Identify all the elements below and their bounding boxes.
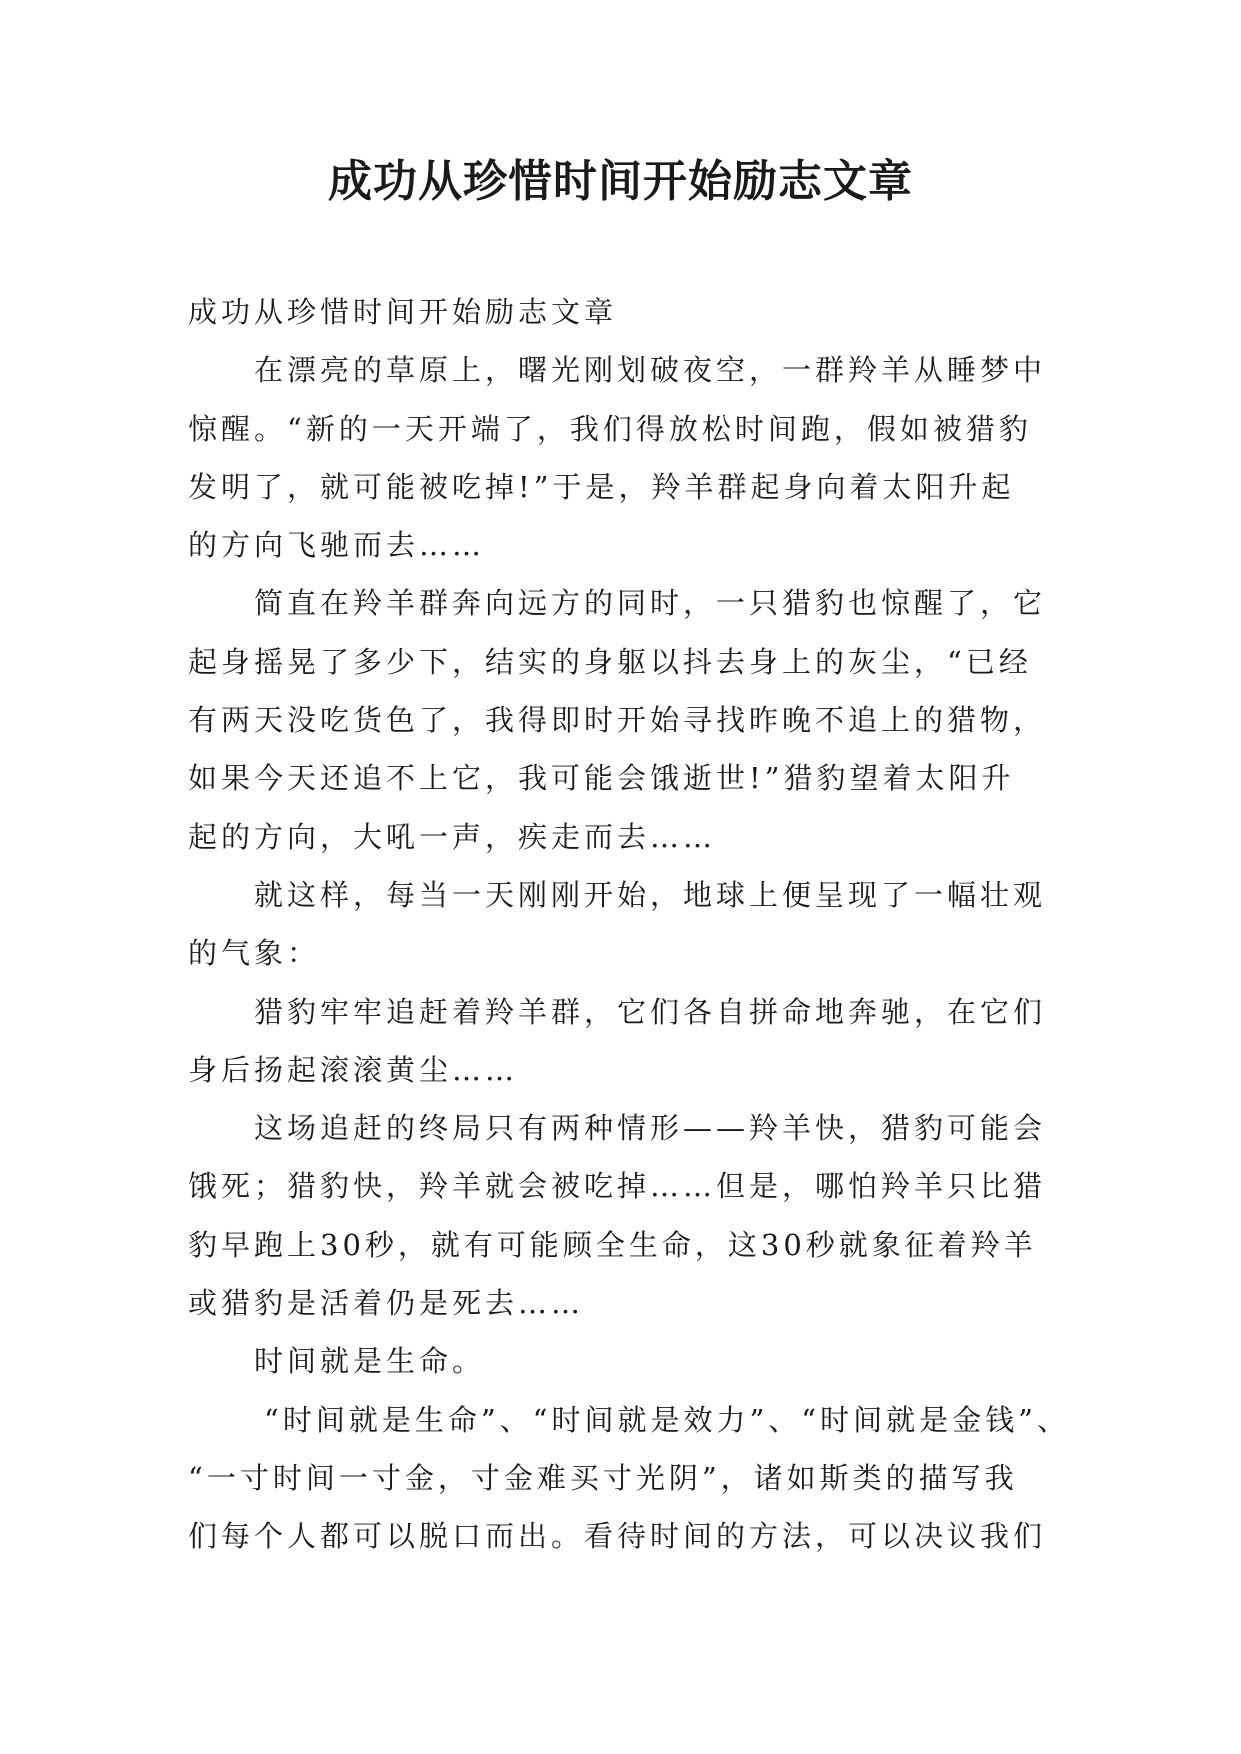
paragraph-line: “时间就是生命”、“时间就是效力”、“时间就是金钱”、	[264, 1402, 1070, 1437]
paragraph-line: “一寸时间一寸金，寸金难买寸光阴”，诸如斯类的描写我	[188, 1460, 1018, 1495]
document-body	[188, 283, 1068, 1566]
paragraph-line: 猎豹牢牢追赶着羚羊群，它们各自拼命地奔驰，在它们	[254, 994, 1047, 1029]
paragraph-line: 有两天没吃货色了，我得即时开始寻找昨晚不追上的猎物，	[188, 703, 1047, 738]
paragraph-line: 豹早跑上30秒，就有可能顾全生命，这30秒就象征着羚羊	[188, 1227, 1037, 1262]
paragraph-line: 在漂亮的草原上，曙光刚划破夜空，一群羚羊从睡梦中	[254, 353, 1047, 388]
paragraph-line: 时间就是生命。	[254, 1344, 486, 1379]
body-subtitle: 成功从珍惜时间开始励志文章	[188, 295, 618, 329]
paragraph-line: 起的方向，大吼一声，疾走而去……	[188, 819, 717, 854]
paragraph-line: 发明了，就可能被吃掉!”于是，羚羊群起身向着太阳升起	[188, 469, 1015, 504]
paragraph-line: 身后扬起滚滚黄尘……	[188, 1052, 519, 1087]
paragraph-line: 就这样，每当一天刚刚开始，地球上便呈现了一幅壮观	[254, 877, 1047, 912]
paragraph-line: 如果今天还追不上它，我可能会饿逝世!”猎豹望着太阳升	[188, 761, 1015, 796]
paragraph-line: 惊醒。“新的一天开端了，我们得放松时间跑，假如被猎豹	[188, 411, 1032, 446]
paragraph-line: 或猎豹是活着仍是死去……	[188, 1286, 585, 1321]
paragraph-line: 起身摇晃了多少下，结实的身躯以抖去身上的灰尘，“已经	[188, 644, 1032, 679]
paragraph-line: 这场追赶的终局只有两种情形——羚羊快，猎豹可能会	[254, 1111, 1047, 1146]
paragraph-line: 的气象：	[188, 936, 321, 971]
paragraph-line: 饿死；猎豹快，羚羊就会被吃掉……但是，哪怕羚羊只比猎	[188, 1169, 1047, 1204]
paragraph-line: 简直在羚羊群奔向远方的同时，一只猎豹也惊醒了，它	[254, 586, 1047, 621]
paragraph-line: 的方向飞驰而去……	[188, 528, 486, 563]
document-title: 成功从珍惜时间开始励志文章	[328, 156, 913, 207]
paragraph-line: 们每个人都可以脱口而出。看待时间的方法，可以决议我们	[188, 1519, 1047, 1554]
